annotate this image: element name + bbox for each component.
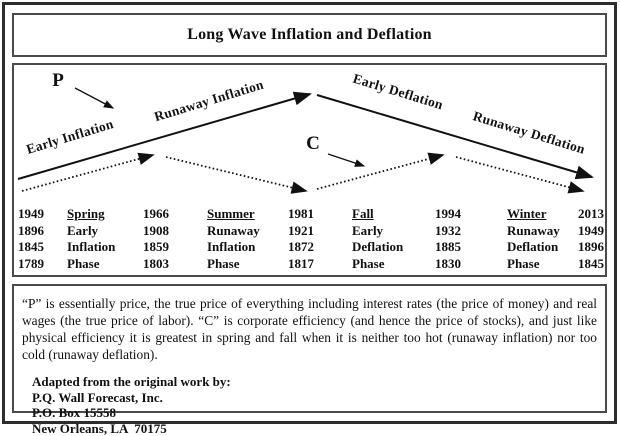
table-cell: Deflation	[507, 239, 578, 256]
cycle-year-table	[14, 206, 607, 272]
table-cell: Phase	[207, 256, 288, 273]
attribution-line: New Orleans, LA 70175	[32, 421, 597, 436]
runaway-deflation-label: Runaway Deflation	[471, 108, 587, 156]
table-cell: Early	[352, 223, 435, 240]
table-cell: 1966	[143, 206, 207, 223]
table-cell: 1845	[18, 239, 67, 256]
table-cell: Runaway	[507, 223, 578, 240]
table-cell: Runaway	[207, 223, 288, 240]
table-cell: 1896	[18, 223, 67, 240]
season-header-summer: Summer	[207, 206, 288, 223]
runaway-inflation-label: Runaway Inflation	[152, 77, 265, 125]
table-cell: 1845	[578, 256, 607, 273]
table-cell: Inflation	[67, 239, 143, 256]
p-pointer-arrow	[75, 88, 113, 108]
table-cell: 1981	[288, 206, 352, 223]
table-cell: Early	[67, 223, 143, 240]
table-cell: 1949	[18, 206, 67, 223]
page-title: Long Wave Inflation and Deflation	[187, 26, 432, 44]
table-cell: Deflation	[352, 239, 435, 256]
page-frame	[2, 2, 617, 424]
long-wave-diagram	[14, 65, 605, 205]
notes-box	[12, 284, 607, 413]
season-header-fall: Fall	[352, 206, 435, 223]
table-cell: 2013	[578, 206, 607, 223]
c-pointer-arrow	[328, 154, 364, 166]
table-cell: 1885	[435, 239, 507, 256]
c-wave-segment-2	[166, 157, 306, 191]
table-cell: 1994	[435, 206, 507, 223]
season-header-spring: Spring	[67, 206, 143, 223]
early-inflation-label: Early Inflation	[24, 116, 115, 157]
table-cell: Phase	[67, 256, 143, 273]
c-wave-segment-3	[317, 155, 443, 189]
table-cell: 1908	[143, 223, 207, 240]
table-cell: 1859	[143, 239, 207, 256]
early-deflation-label: Early Deflation	[351, 71, 445, 113]
attribution-line: P.Q. Wall Forecast, Inc.	[32, 390, 597, 406]
title-box	[12, 13, 607, 57]
attribution-line: Adapted from the original work by:	[32, 374, 597, 390]
attribution-line: P.O. Box 15558	[32, 405, 597, 421]
season-header-winter: Winter	[507, 206, 578, 223]
table-cell: Inflation	[207, 239, 288, 256]
table-cell: 1949	[578, 223, 607, 240]
table-cell: Phase	[352, 256, 435, 273]
table-cell: 1932	[435, 223, 507, 240]
table-cell: 1803	[143, 256, 207, 273]
table-cell: 1896	[578, 239, 607, 256]
wave-diagram-box	[12, 63, 607, 277]
table-cell: Phase	[507, 256, 578, 273]
table-cell: 1830	[435, 256, 507, 273]
explanation-paragraph: “P” is essentially price, the true price of everything including interest rates (the price of money) and real wages (the true price of labor). “C” is corporate efficiency (and hence the price of stocks), and just like physical efficiency it is greatest in spring and fall when it is neither too hot (runaway inflation) nor too cold (runaway deflation).	[22, 295, 597, 363]
p-label: P	[52, 70, 64, 91]
c-wave-segment-4	[456, 157, 583, 191]
c-label: C	[306, 133, 320, 154]
table-cell: 1817	[288, 256, 352, 273]
table-cell: 1789	[18, 256, 67, 273]
table-cell: 1872	[288, 239, 352, 256]
table-cell: 1921	[288, 223, 352, 240]
